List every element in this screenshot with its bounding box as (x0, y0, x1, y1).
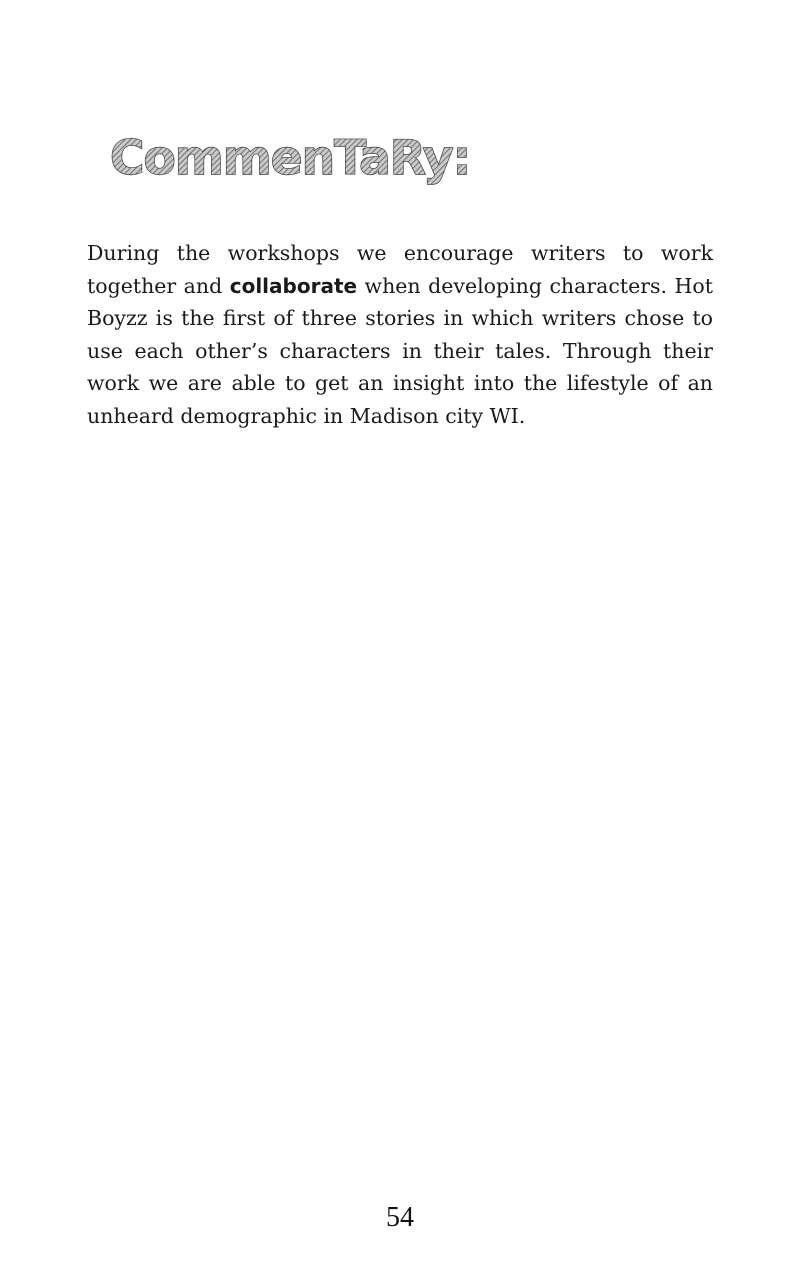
emphasized-word: collaborate (229, 273, 358, 298)
commentary-paragraph (87, 237, 713, 433)
page-number: 54 (386, 1202, 414, 1233)
commentary-heading (108, 122, 471, 194)
heading-text: CommenTaRy: (110, 131, 471, 186)
sketch-heading-graphic (108, 122, 471, 194)
paragraph-text-start: During the workshops we encourage writers to work together and (87, 241, 713, 298)
paragraph-text-end: when developing characters. Hot Boyzz is the first of three stories in which writers chose to use each other’s characters in their tales. Through their work we are able to get an insight into the lifestyle of an unheard demographic in Madison city WI. (87, 273, 713, 428)
